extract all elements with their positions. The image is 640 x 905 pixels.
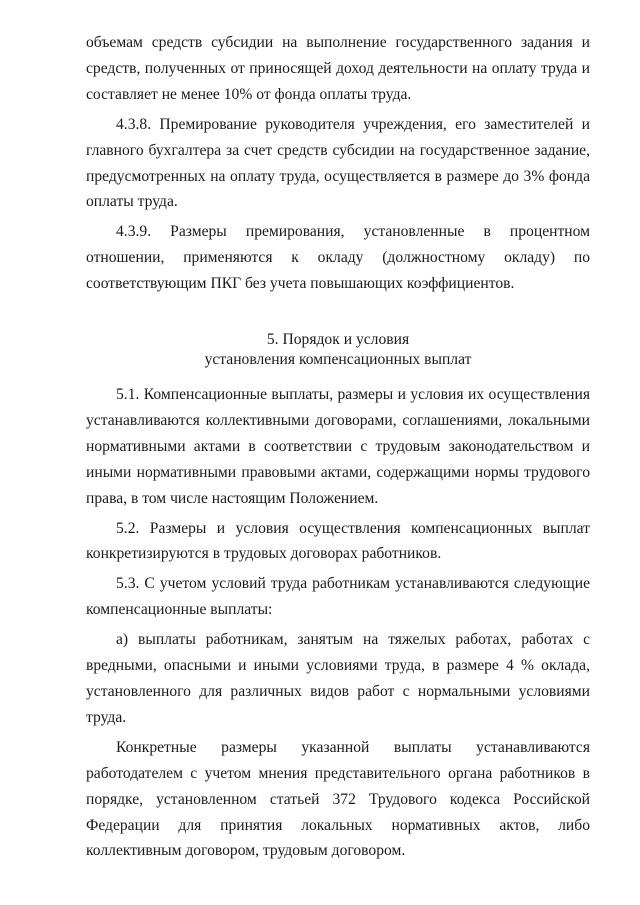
section-5-heading bbox=[86, 330, 590, 370]
paragraph-continuation: объемам средств субсидии на выполнение государственного задания и средств, полученных от приносящей доход деятельности на оплату труда и составляет не менее 10% от фонда оплаты труда. bbox=[86, 34, 590, 103]
paragraph-5-2: 5.2. Размеры и условия осуществления компенсационных выплат конкретизируются в трудовых договорах работников. bbox=[86, 519, 590, 563]
section-5-heading-line2: установления компенсационных выплат bbox=[204, 351, 472, 368]
paragraph-specific-sizes: Конкретные размеры указанной выплаты устанавливаются работодателем с учетом мнения представительного органа работников в порядке, установленном статьей 372 Трудового кодекса Российской Федерации для принятия локальных нормативных актов, либо коллективным договором, трудовым договором. bbox=[86, 738, 590, 860]
paragraph-4-3-9: 4.3.9. Размеры премирования, установленные в процентном отношении, применяются к окладу (должностному окладу) по соответствующим ПКГ без учета повышающих коэффициентов. bbox=[86, 223, 590, 293]
top-text-block bbox=[86, 30, 590, 297]
paragraph-4-3-8: 4.3.8. Премирование руководителя учреждения, его заместителей и главного бухгалтера за счет средств субсидии на государственное задание, предусмотренных на оплату труда, осуществляется в размере до 3% фонда оплаты труда. bbox=[86, 115, 590, 211]
paragraph-5-3-a: а) выплаты работникам, занятым на тяжелых работах, работах с вредными, опасными и иными условиями труда, в размере 4 % оклада, установленного для различных видов работ с нормальными условиями труда. bbox=[86, 631, 590, 726]
bottom-text-block bbox=[86, 382, 590, 864]
paragraph-5-3: 5.3. С учетом условий труда работникам устанавливаются следующие компенсационные выплаты: bbox=[86, 575, 590, 619]
section-5-heading-line1: 5. Порядок и условия bbox=[266, 331, 410, 348]
paragraph-5-1: 5.1. Компенсационные выплаты, размеры и условия их осуществления устанавливаются коллективными договорами, соглашениями, локальными нормативными актами в соответствии с трудовым законодательством и иными нормативными правовыми актами, содержащими нормы трудового права, в том числе настоящим Положением. bbox=[86, 386, 590, 507]
